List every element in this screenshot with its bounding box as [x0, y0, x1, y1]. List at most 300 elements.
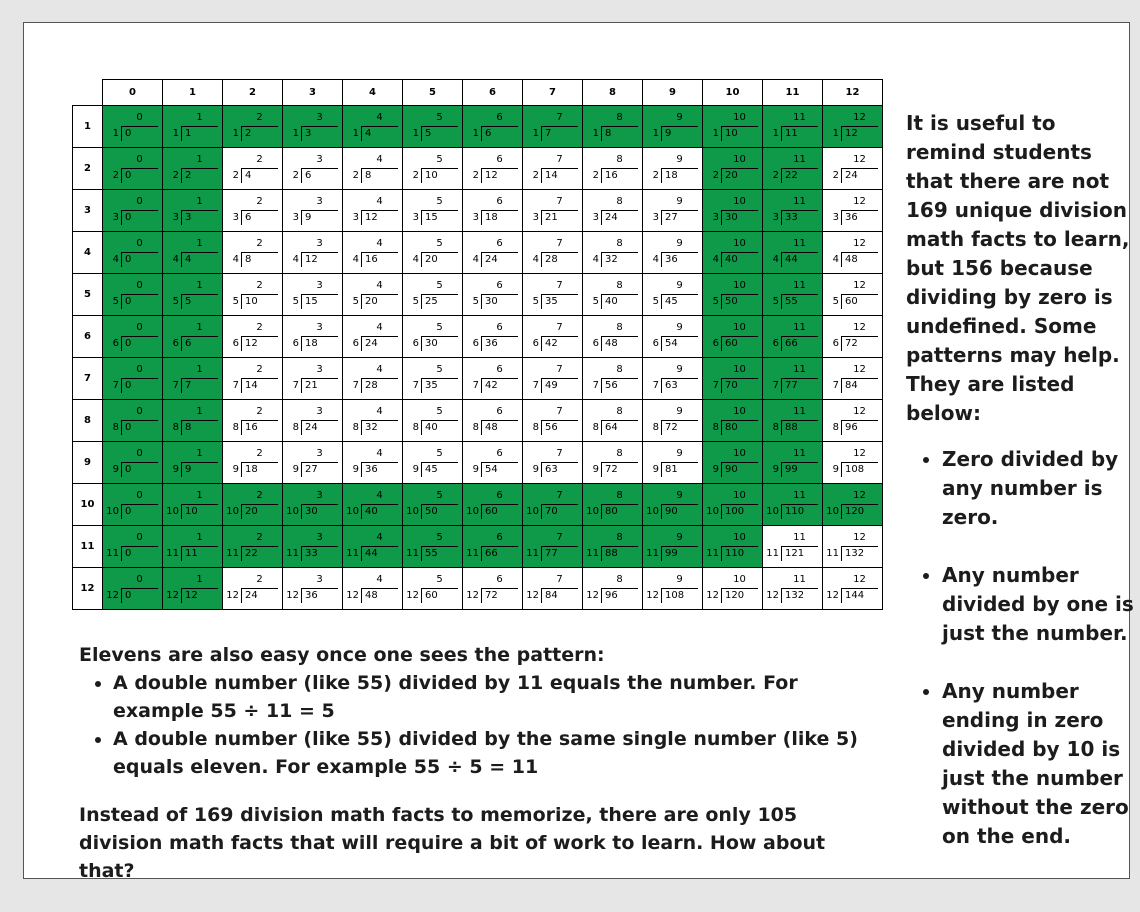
dividend: 44 — [361, 546, 398, 561]
quotient: 5 — [436, 112, 443, 123]
quotient: 2 — [256, 196, 263, 207]
row-header: 9 — [73, 442, 103, 484]
quotient: 11 — [793, 280, 806, 291]
dividend: 88 — [781, 420, 818, 435]
dividend: 55 — [421, 546, 458, 561]
divisor: 6 — [232, 338, 239, 349]
divisor: 1 — [232, 128, 239, 139]
divisor: 4 — [532, 254, 539, 265]
dividend: 72 — [481, 588, 518, 603]
divisor: 1 — [772, 128, 779, 139]
dividend: 12 — [181, 588, 218, 603]
quotient: 8 — [616, 406, 623, 417]
divisor: 5 — [712, 296, 719, 307]
dividend: 0 — [121, 126, 158, 141]
divisor: 2 — [472, 170, 479, 181]
divisor: 4 — [832, 254, 839, 265]
quotient: 4 — [376, 574, 383, 585]
division-fact-cell — [643, 526, 703, 568]
divisor: 7 — [712, 380, 719, 391]
row-header: 11 — [73, 526, 103, 568]
quotient: 10 — [733, 490, 746, 501]
dividend: 42 — [541, 336, 578, 351]
quotient: 4 — [376, 406, 383, 417]
quotient: 4 — [376, 448, 383, 459]
division-fact-cell — [823, 232, 883, 274]
quotient: 0 — [136, 112, 143, 123]
quotient: 2 — [256, 448, 263, 459]
divisor: 1 — [712, 128, 719, 139]
divisor: 11 — [466, 548, 479, 559]
division-fact-cell — [643, 232, 703, 274]
quotient: 4 — [376, 154, 383, 165]
quotient: 9 — [676, 574, 683, 585]
table-row — [73, 190, 883, 232]
quotient: 10 — [733, 406, 746, 417]
dividend: 0 — [121, 504, 158, 519]
dividend: 48 — [601, 336, 638, 351]
divisor: 7 — [412, 380, 419, 391]
quotient: 2 — [256, 280, 263, 291]
divisor: 2 — [712, 170, 719, 181]
divisor: 2 — [292, 170, 299, 181]
division-fact-cell — [583, 106, 643, 148]
division-fact-cell — [163, 274, 223, 316]
dividend: 12 — [481, 168, 518, 183]
row-header: 7 — [73, 358, 103, 400]
divisor: 4 — [172, 254, 179, 265]
divisor: 6 — [172, 338, 179, 349]
quotient: 9 — [676, 154, 683, 165]
dividend: 36 — [481, 336, 518, 351]
division-fact-cell — [103, 106, 163, 148]
division-fact-cell — [823, 484, 883, 526]
dividend: 36 — [301, 588, 338, 603]
divisor: 5 — [592, 296, 599, 307]
pattern-item: • Zero divided by any number is zero. — [942, 445, 1134, 532]
divisor: 3 — [172, 212, 179, 223]
dividend: 11 — [181, 546, 218, 561]
table-row — [73, 274, 883, 316]
division-fact-cell — [403, 484, 463, 526]
quotient: 0 — [136, 406, 143, 417]
divisor: 2 — [172, 170, 179, 181]
division-fact-cell — [163, 568, 223, 610]
pattern-item: • Any number divided by one is just the number. — [942, 561, 1134, 648]
divisor: 4 — [592, 254, 599, 265]
divisor: 2 — [352, 170, 359, 181]
dividend: 96 — [601, 588, 638, 603]
division-fact-cell — [763, 358, 823, 400]
division-fact-cell — [583, 232, 643, 274]
row-header: 2 — [73, 148, 103, 190]
dividend: 49 — [541, 378, 578, 393]
dividend: 10 — [421, 168, 458, 183]
divisor: 7 — [112, 380, 119, 391]
division-chart — [72, 79, 883, 610]
divisor: 10 — [466, 506, 479, 517]
dividend: 40 — [721, 252, 758, 267]
division-fact-cell — [283, 190, 343, 232]
division-fact-cell — [403, 358, 463, 400]
divisor: 5 — [412, 296, 419, 307]
divisor: 6 — [832, 338, 839, 349]
row-header: 4 — [73, 232, 103, 274]
column-header: 0 — [103, 80, 163, 106]
dividend: 45 — [421, 462, 458, 477]
quotient: 3 — [316, 154, 323, 165]
dividend: 11 — [781, 126, 818, 141]
pattern-item: • Any number ending in zero divided by 10 is just the number without the zero on the end. — [942, 677, 1134, 851]
divisor: 5 — [652, 296, 659, 307]
division-fact-cell — [223, 106, 283, 148]
quotient: 9 — [676, 532, 683, 543]
division-fact-cell — [703, 190, 763, 232]
division-fact-cell — [823, 526, 883, 568]
division-fact-cell — [823, 442, 883, 484]
dividend: 40 — [421, 420, 458, 435]
division-fact-cell — [463, 148, 523, 190]
divisor: 2 — [412, 170, 419, 181]
division-fact-cell — [583, 316, 643, 358]
division-fact-cell — [463, 526, 523, 568]
divisor: 3 — [652, 212, 659, 223]
division-fact-cell — [343, 316, 403, 358]
division-fact-cell — [703, 232, 763, 274]
dividend: 90 — [721, 462, 758, 477]
quotient: 8 — [616, 364, 623, 375]
dividend: 22 — [781, 168, 818, 183]
quotient: 11 — [793, 238, 806, 249]
dividend: 6 — [301, 168, 338, 183]
quotient: 5 — [436, 280, 443, 291]
dividend: 24 — [841, 168, 878, 183]
division-fact-cell — [403, 400, 463, 442]
division-fact-cell — [643, 484, 703, 526]
division-fact-cell — [403, 232, 463, 274]
quotient: 6 — [496, 574, 503, 585]
quotient: 4 — [376, 280, 383, 291]
divisor: 8 — [352, 422, 359, 433]
division-fact-cell — [223, 232, 283, 274]
dividend: 32 — [601, 252, 638, 267]
quotient: 1 — [196, 154, 203, 165]
dividend: 3 — [181, 210, 218, 225]
quotient: 7 — [556, 574, 563, 585]
quotient: 0 — [136, 280, 143, 291]
divisor: 2 — [532, 170, 539, 181]
divisor: 1 — [652, 128, 659, 139]
division-fact-cell — [703, 526, 763, 568]
divisor: 4 — [292, 254, 299, 265]
dividend: 35 — [421, 378, 458, 393]
quotient: 7 — [556, 322, 563, 333]
table-row — [73, 400, 883, 442]
quotient: 12 — [853, 448, 866, 459]
divisor: 9 — [652, 464, 659, 475]
column-header: 12 — [823, 80, 883, 106]
division-fact-cell — [403, 568, 463, 610]
quotient: 0 — [136, 238, 143, 249]
dividend: 9 — [301, 210, 338, 225]
dividend: 0 — [121, 588, 158, 603]
dividend: 36 — [361, 462, 398, 477]
division-fact-cell — [403, 190, 463, 232]
division-fact-cell — [763, 526, 823, 568]
divisor: 8 — [112, 422, 119, 433]
quotient: 3 — [316, 448, 323, 459]
quotient: 8 — [616, 196, 623, 207]
divisor: 2 — [652, 170, 659, 181]
dividend: 10 — [181, 504, 218, 519]
dividend: 24 — [361, 336, 398, 351]
divisor: 7 — [832, 380, 839, 391]
divisor: 9 — [532, 464, 539, 475]
division-fact-cell — [343, 106, 403, 148]
division-fact-cell — [283, 484, 343, 526]
dividend: 77 — [781, 378, 818, 393]
division-fact-cell — [463, 442, 523, 484]
table-row — [73, 106, 883, 148]
dividend: 7 — [181, 378, 218, 393]
dividend: 27 — [661, 210, 698, 225]
quotient: 6 — [496, 154, 503, 165]
divisor: 10 — [346, 506, 359, 517]
quotient: 3 — [316, 196, 323, 207]
column-header: 9 — [643, 80, 703, 106]
quotient: 6 — [496, 280, 503, 291]
quotient: 12 — [853, 532, 866, 543]
dividend: 32 — [361, 420, 398, 435]
division-fact-cell — [163, 316, 223, 358]
division-fact-cell — [103, 316, 163, 358]
dividend: 50 — [421, 504, 458, 519]
quotient: 12 — [853, 112, 866, 123]
quotient: 3 — [316, 406, 323, 417]
column-header: 7 — [523, 80, 583, 106]
divisor: 5 — [532, 296, 539, 307]
quotient: 5 — [436, 364, 443, 375]
divisor: 9 — [172, 464, 179, 475]
division-fact-cell — [703, 316, 763, 358]
divisor: 8 — [832, 422, 839, 433]
divisor: 11 — [226, 548, 239, 559]
divisor: 3 — [472, 212, 479, 223]
division-fact-cell — [223, 484, 283, 526]
divisor: 6 — [772, 338, 779, 349]
division-fact-cell — [823, 190, 883, 232]
divisor: 3 — [232, 212, 239, 223]
column-header: 6 — [463, 80, 523, 106]
quotient: 1 — [196, 574, 203, 585]
dividend: 18 — [661, 168, 698, 183]
division-fact-cell — [463, 106, 523, 148]
quotient: 2 — [256, 574, 263, 585]
dividend: 60 — [721, 336, 758, 351]
dividend: 0 — [121, 420, 158, 435]
quotient: 0 — [136, 574, 143, 585]
dividend: 6 — [481, 126, 518, 141]
dividend: 25 — [421, 294, 458, 309]
division-fact-cell — [343, 190, 403, 232]
division-fact-cell — [343, 400, 403, 442]
column-header: 5 — [403, 80, 463, 106]
division-fact-cell — [163, 400, 223, 442]
divisor: 7 — [592, 380, 599, 391]
divisor: 1 — [292, 128, 299, 139]
division-fact-cell — [223, 274, 283, 316]
dividend: 22 — [241, 546, 278, 561]
divisor: 10 — [706, 506, 719, 517]
dividend: 2 — [241, 126, 278, 141]
divisor: 11 — [286, 548, 299, 559]
division-fact-cell — [823, 568, 883, 610]
divisor: 8 — [292, 422, 299, 433]
dividend: 90 — [661, 504, 698, 519]
divisor: 11 — [586, 548, 599, 559]
quotient: 12 — [853, 238, 866, 249]
quotient: 6 — [496, 112, 503, 123]
division-fact-cell — [643, 442, 703, 484]
pattern-list — [906, 445, 1134, 851]
division-fact-cell — [583, 484, 643, 526]
dividend: 5 — [421, 126, 458, 141]
divisor: 1 — [832, 128, 839, 139]
quotient: 4 — [376, 364, 383, 375]
dividend: 24 — [601, 210, 638, 225]
dividend: 15 — [421, 210, 458, 225]
dividend: 80 — [601, 504, 638, 519]
division-fact-cell — [763, 190, 823, 232]
dividend: 9 — [661, 126, 698, 141]
dividend: 45 — [661, 294, 698, 309]
divisor: 4 — [412, 254, 419, 265]
dividend: 36 — [661, 252, 698, 267]
division-fact-cell — [223, 442, 283, 484]
division-fact-cell — [523, 106, 583, 148]
divisor: 7 — [772, 380, 779, 391]
division-fact-cell — [343, 568, 403, 610]
quotient: 12 — [853, 490, 866, 501]
divisor: 9 — [232, 464, 239, 475]
division-fact-cell — [223, 316, 283, 358]
dividend: 12 — [301, 252, 338, 267]
divisor: 11 — [526, 548, 539, 559]
divisor: 10 — [106, 506, 119, 517]
quotient: 12 — [853, 154, 866, 165]
quotient: 0 — [136, 196, 143, 207]
dividend: 6 — [241, 210, 278, 225]
quotient: 12 — [853, 574, 866, 585]
divisor: 5 — [772, 296, 779, 307]
dividend: 54 — [661, 336, 698, 351]
division-fact-cell — [763, 148, 823, 190]
dividend: 99 — [661, 546, 698, 561]
division-fact-cell — [763, 400, 823, 442]
quotient: 8 — [616, 280, 623, 291]
dividend: 8 — [601, 126, 638, 141]
quotient: 7 — [556, 448, 563, 459]
division-fact-cell — [343, 232, 403, 274]
division-fact-cell — [163, 190, 223, 232]
quotient: 3 — [316, 490, 323, 501]
divisor: 9 — [772, 464, 779, 475]
division-fact-cell — [343, 442, 403, 484]
quotient: 1 — [196, 532, 203, 543]
row-header: 5 — [73, 274, 103, 316]
divisor: 3 — [772, 212, 779, 223]
divisor: 10 — [166, 506, 179, 517]
quotient: 3 — [316, 280, 323, 291]
divisor: 10 — [826, 506, 839, 517]
division-fact-cell — [763, 232, 823, 274]
divisor: 6 — [652, 338, 659, 349]
divisor: 8 — [172, 422, 179, 433]
division-fact-cell — [703, 274, 763, 316]
quotient: 2 — [256, 406, 263, 417]
division-fact-cell — [403, 274, 463, 316]
division-fact-cell — [103, 568, 163, 610]
division-fact-cell — [523, 358, 583, 400]
quotient: 8 — [616, 574, 623, 585]
quotient: 6 — [496, 364, 503, 375]
dividend: 132 — [781, 588, 818, 603]
divisor: 9 — [592, 464, 599, 475]
dividend: 44 — [781, 252, 818, 267]
dividend: 48 — [361, 588, 398, 603]
quotient: 6 — [496, 532, 503, 543]
division-fact-cell — [703, 442, 763, 484]
elevens-intro: Elevens are also easy once one sees the pattern: — [79, 644, 605, 666]
divisor: 12 — [226, 590, 239, 601]
divisor: 4 — [712, 254, 719, 265]
dividend: 4 — [181, 252, 218, 267]
divisor: 11 — [646, 548, 659, 559]
dividend: 56 — [541, 420, 578, 435]
division-fact-cell — [523, 568, 583, 610]
division-fact-cell — [343, 358, 403, 400]
elevens-item: • A double number (like 55) divided by the same single number (like 5) equals eleven. For example 55 ÷ 5 = 11 — [113, 725, 879, 781]
dividend: 5 — [181, 294, 218, 309]
divisor: 6 — [532, 338, 539, 349]
quotient: 10 — [733, 574, 746, 585]
divisor: 2 — [832, 170, 839, 181]
division-fact-cell — [763, 106, 823, 148]
division-fact-cell — [283, 232, 343, 274]
quotient: 2 — [256, 154, 263, 165]
dividend: 0 — [121, 546, 158, 561]
divisor: 5 — [472, 296, 479, 307]
divisor: 6 — [592, 338, 599, 349]
division-fact-cell — [703, 106, 763, 148]
dividend: 7 — [541, 126, 578, 141]
quotient: 10 — [733, 238, 746, 249]
division-fact-cell — [163, 442, 223, 484]
quotient: 11 — [793, 532, 806, 543]
row-header: 10 — [73, 484, 103, 526]
dividend: 28 — [361, 378, 398, 393]
division-fact-cell — [523, 274, 583, 316]
quotient: 11 — [793, 154, 806, 165]
quotient: 3 — [316, 532, 323, 543]
dividend: 12 — [361, 210, 398, 225]
division-fact-cell — [463, 274, 523, 316]
divisor: 7 — [292, 380, 299, 391]
division-fact-cell — [163, 484, 223, 526]
division-fact-cell — [583, 358, 643, 400]
quotient: 0 — [136, 490, 143, 501]
divisor: 12 — [166, 590, 179, 601]
